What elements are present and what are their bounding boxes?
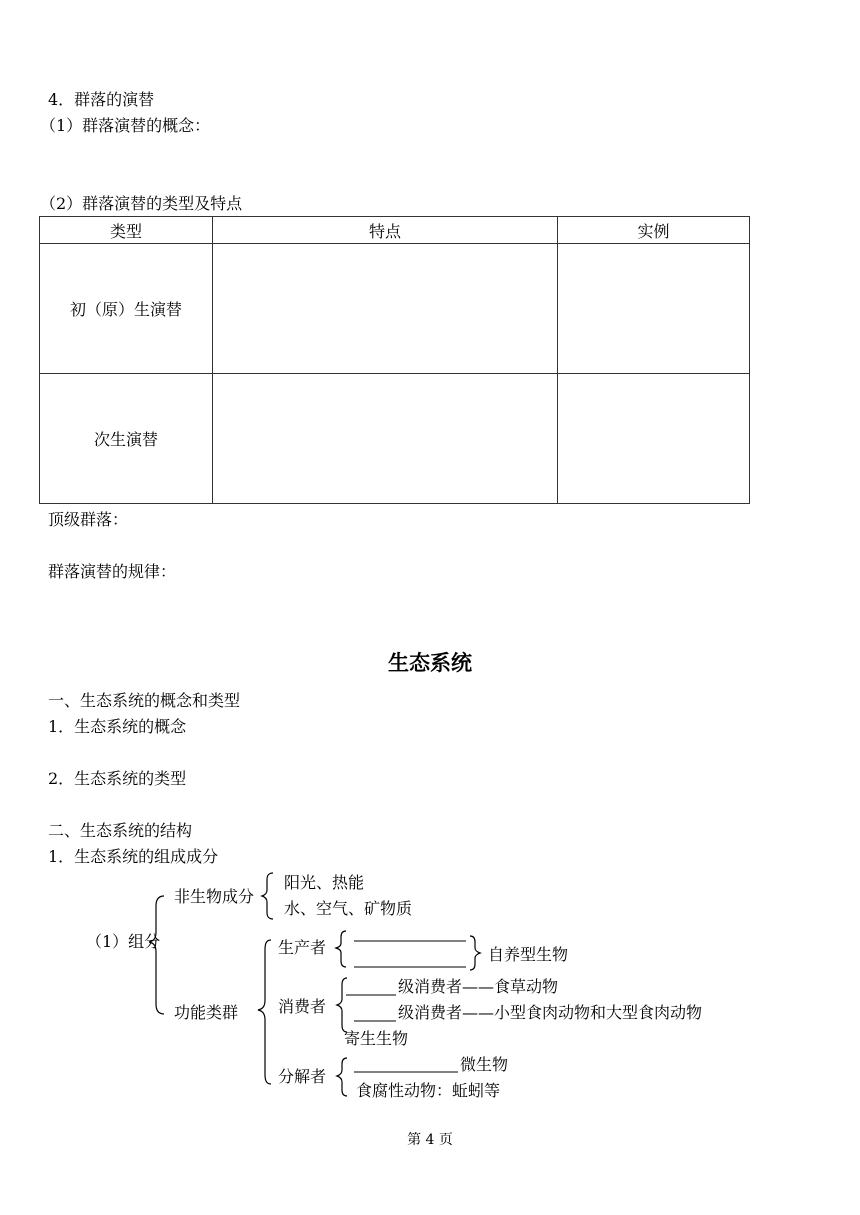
consumer-item-2: 级消费者——小型食肉动物和大型食肉动物 (398, 1003, 703, 1022)
page-number: 第 4 页 (407, 1132, 453, 1148)
component-label: （1）组分 (86, 932, 161, 951)
row-type: 初（原）生演替 (40, 244, 213, 374)
header-example: 实例 (558, 217, 750, 244)
abiotic-item-1: 阳光、热能 (284, 873, 365, 892)
consumer-label: 消费者 (278, 997, 327, 1016)
header-feature: 特点 (213, 217, 558, 244)
decomposer-label: 分解者 (278, 1067, 327, 1086)
functional-label: 功能类群 (174, 1003, 239, 1022)
brace-autotroph (470, 936, 480, 970)
brace-functional (258, 940, 271, 1084)
decomposer-item-2: 食腐性动物：蚯蚓等 (356, 1081, 501, 1100)
climax-community: 顶级群落： (48, 510, 129, 529)
consumer-item-3: 寄生生物 (344, 1029, 409, 1048)
question-2: （2）群落演替的类型及特点 (40, 194, 243, 213)
part-1-item-2: 2．生态系统的类型 (48, 769, 187, 788)
autotroph-label: 自养型生物 (488, 945, 569, 964)
producer-label: 生产者 (278, 938, 327, 957)
succession-rule: 群落演替的规律： (48, 562, 177, 581)
page-title: 生态系统 (388, 651, 472, 675)
brace-producer (336, 931, 346, 967)
abiotic-item-2: 水、空气、矿物质 (284, 899, 413, 918)
part-2-heading: 二、生态系统的结构 (48, 821, 193, 840)
brace-consumer (337, 978, 347, 1032)
part-1-heading: 一、生态系统的概念和类型 (48, 691, 241, 710)
decomposer-item-1: 微生物 (460, 1055, 509, 1074)
consumer-item-1: 级消费者——食草动物 (398, 977, 559, 996)
abiotic-label: 非生物成分 (174, 887, 255, 906)
question-1: （1）群落演替的概念： (40, 116, 211, 135)
section-heading: 4．群落的演替 (48, 90, 155, 109)
header-type: 类型 (40, 217, 213, 244)
part-2-item-1: 1．生态系统的组成成分 (48, 847, 219, 866)
brace-decomposer (337, 1058, 347, 1096)
brace-abiotic (262, 873, 273, 919)
row-type: 次生演替 (40, 374, 213, 504)
part-1-item-1: 1．生态系统的概念 (48, 717, 187, 736)
brace-component (149, 896, 164, 1014)
